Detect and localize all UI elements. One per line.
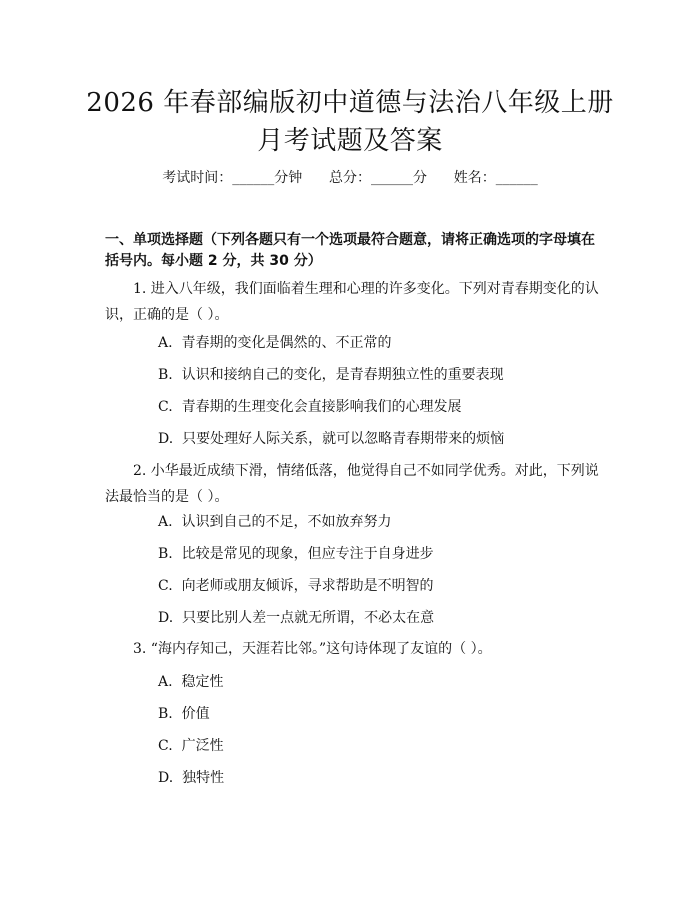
question-2-line-2: 法最恰当的是（ ）。 [105,489,229,505]
title-line-1: 2026 年春部编版初中道德与法治八年级上册 [86,88,614,118]
section-heading [105,230,600,272]
exam-info-line: 考试时间：______分钟 总分：______分 姓名：______ [162,170,538,186]
question-3-line-1: 3. “海内存知己，天涯若比邻。”这句诗体现了友谊的（ ）。 [133,641,492,657]
question-3-option-d: D. 独特性 [158,770,225,786]
question-1 [105,276,600,328]
question-1-option-a: A. 青春期的变化是偶然的、不正常的 [158,335,392,351]
title-line-2: 月考试题及答案 [257,126,443,156]
question-1-option-d: D. 只要处理好人际关系，就可以忽略青春期带来的烦恼 [158,431,505,447]
question-2-option-a: A. 认识到自己的不足，不如放弃努力 [158,514,392,530]
section-heading-line-1: 一、单项选择题（下列各题只有一个选项最符合题意，请将正确选项的字母填在 [105,232,595,248]
section-heading-line-2: 括号内。每小题 2 分，共 30 分） [105,253,322,269]
question-3-option-b: B. 价值 [158,706,210,722]
question-2-option-c: C. 向老师或朋友倾诉，寻求帮助是不明智的 [158,578,434,594]
question-3 [105,636,600,662]
question-1-line-2: 识，正确的是（ ）。 [105,307,229,323]
question-2-option-d: D. 只要比别人差一点就无所谓，不必太在意 [158,610,435,626]
question-1-option-b: B. 认识和接纳自己的变化，是青春期独立性的重要表现 [158,367,504,383]
question-1-option-c: C. 青春期的生理变化会直接影响我们的心理发展 [158,399,462,415]
question-2-option-b: B. 比较是常见的现象，但应专注于自身进步 [158,546,434,562]
document-title [60,84,640,160]
question-3-option-a: A. 稳定性 [158,674,224,690]
question-3-option-c: C. 广泛性 [158,738,224,754]
question-2 [105,458,600,510]
question-1-line-1: 1. 进入八年级，我们面临着生理和心理的许多变化。下列对青春期变化的认 [133,281,599,297]
question-2-line-1: 2. 小华最近成绩下滑，情绪低落，他觉得自己不如同学优秀。对此，下列说 [133,463,599,479]
